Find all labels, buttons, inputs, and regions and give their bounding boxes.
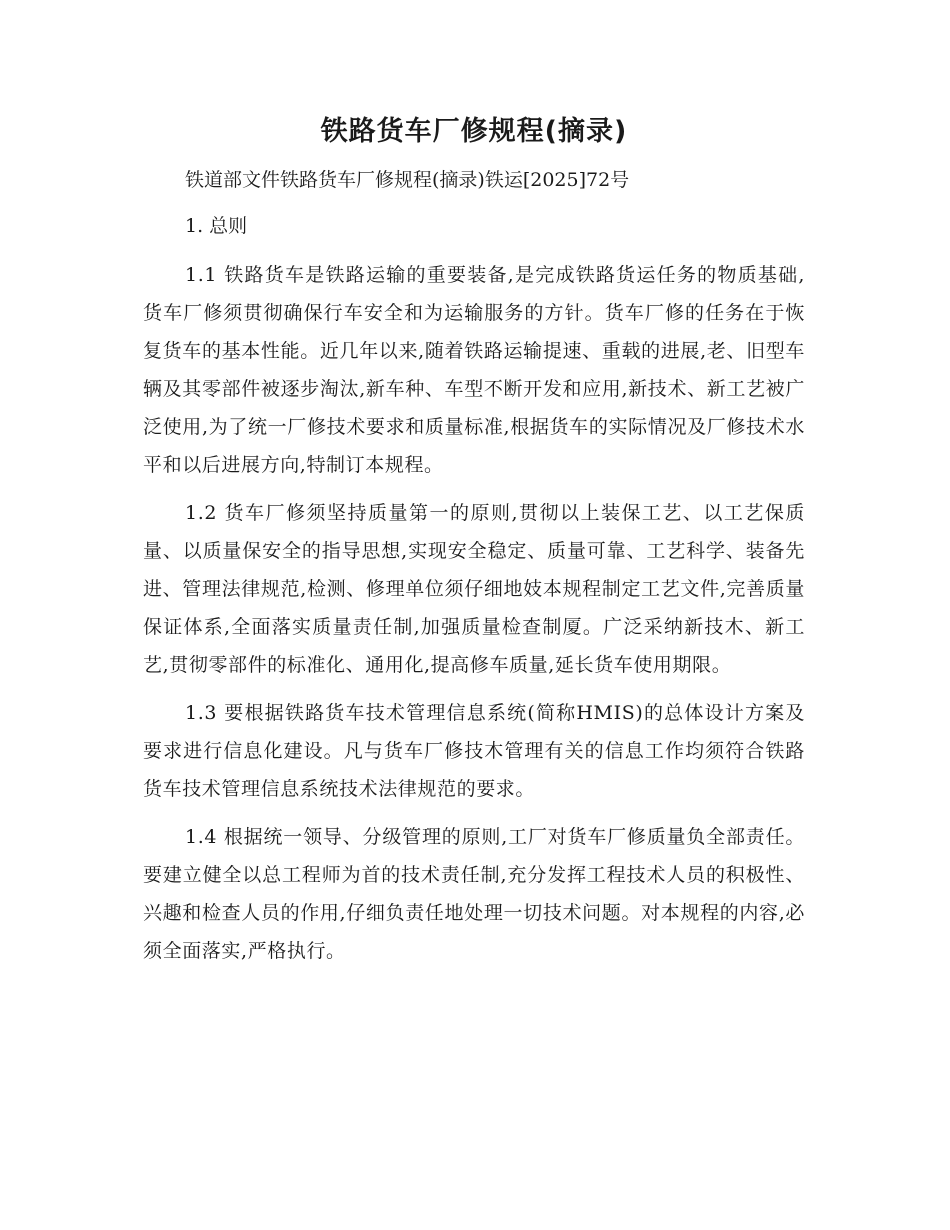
paragraph-1-1: 1.1 铁路货车是铁路运输的重要装备,是完成铁路货运任务的物质基础,货车厂修须贯彻确保行车安全和为运输服务的方针。货车厂修的任务在于恢复货车的基本性能。近几年以来,随着铁路运输提速、重载的进展,老、旧型车辆及其零部件被逐步淘汰,新车种、车型不断开发和应用,新技术、新工艺被广泛使用,为了统一厂修技术要求和质量标准,根据货车的实际情况及厂修技术水平和以后进展方向,特制订本规程。	[143, 264, 805, 476]
paragraph-1-4: 1.4 根据统一领导、分级管理的原则,工厂对货车厂修质量负全部责任。要建立健全以总工程师为首的技术责任制,充分发挥工程技术人员的积极性、兴趣和检查人员的作用,仔细负责任地处理一切技术问题。对本规程的内容,必须全面落实,严格执行。	[143, 826, 805, 962]
paragraph-1-2: 1.2 货车厂修须坚持质量第一的原则,贯彻以上装保工艺、以工艺保质量、以质量保安全的指导思想,实现安全稳定、质量可靠、工艺科学、装备先进、管理法律规范,检测、修理单位须仔细地妓本规程制定工艺文件,完善质量保证体系,全面落实质量责任制,加强质量检查制厦。广泛采纳新技木、新工艺,贯彻零部件的标准化、通用化,提高修车质量,延长货车使用期限。	[143, 502, 805, 676]
document-title: 铁路货车厂修规程(摘录)	[320, 116, 628, 147]
section-heading: 1. 总则	[185, 215, 248, 237]
document-subtitle: 铁道部文件铁路货车厂修规程(摘录)铁运[2025]72号	[185, 169, 630, 191]
paragraph-1-3: 1.3 要根据铁路货车技术管理信息系统(简称HMIS)的总体设计方案及要求进行信息化建设。凡与货车厂修技木管理有关的信息工作均须符合铁路货车技术管理信息系统技术法律规范的要求。	[143, 702, 805, 800]
